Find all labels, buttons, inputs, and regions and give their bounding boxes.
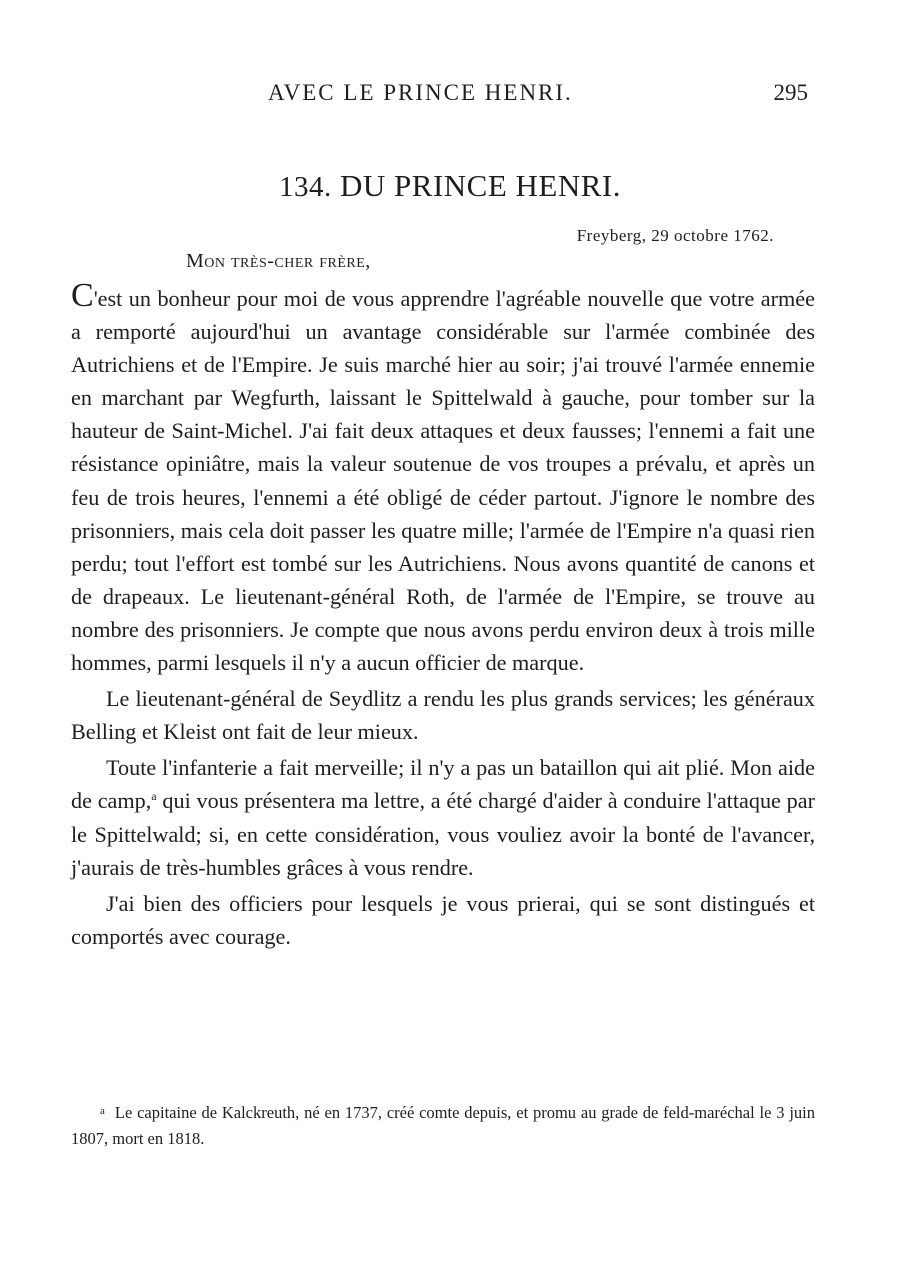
letter-title: DU PRINCE HENRI. — [340, 168, 621, 203]
paragraph-1 — [71, 277, 815, 679]
letter-body — [71, 277, 815, 956]
footnote-reference: a — [151, 789, 157, 804]
letter-heading — [0, 168, 900, 204]
paragraph-3 — [71, 751, 815, 883]
paragraph-3-text-before: Toute l'infanterie a fait merveille; il n'y a pas un bataillon qui ait plié. Mon aide de camp, — [71, 755, 815, 814]
paragraph-4: J'ai bien des officiers pour lesquels je vous prierai, qui se sont distingués et comportés avec courage. — [71, 890, 815, 949]
letter-number: 134. — [279, 171, 332, 203]
footnote-text: Le capitaine de Kalckreuth, né en 1737, créé comte depuis, et promu au grade de feld-maréchal le 3 juin 1807, mort en 1818. — [71, 1103, 815, 1148]
paragraph-1-text: 'est un bonheur pour moi de vous apprendre l'agréable nouvelle que votre armée a remporté aujourd'hui un avantage considérable sur l'armée combinée des Autrichiens et de l'Empire. Je suis marché hier au soir; j'ai trouvé l'armée ennemie en marchant par Wegfurth, laissant le Spittelwald à gauche, pour tomber sur la hauteur de Saint-Michel. J'ai fait deux attaques et deux fausses; l'ennemi a fait une résistance opiniâtre, mais la valeur soutenue de vos troupes a prévalu, et après un feu de trois heures, l'ennemi a été obligé de céder partout. J'ignore le nombre des prisonniers, mais cela doit passer les quatre mille; l'armée de l'Empire n'a quasi rien perdu; tout l'effort est tombé sur les Autrichiens. Nous avons quantité de canons et de drapeaux. Le lieutenant-général Roth, de l'armée de l'Empire, se trouve au nombre des prisonniers. Je compte que nous avons perdu environ deux à trois mille hommes, parmi lesquels il n'y a aucun officier de marque. — [71, 286, 815, 676]
paragraph-2: Le lieutenant-général de Seydlitz a rendu les plus grands services; les généraux Belling et Kleist ont fait de leur mieux. — [71, 686, 815, 745]
running-title: AVEC LE PRINCE HENRI. — [268, 80, 573, 105]
running-head — [0, 80, 900, 110]
footnote-mark: a — [100, 1105, 105, 1117]
footnote — [71, 1098, 815, 1152]
drop-cap: C — [71, 277, 94, 314]
letter-salutation: Mon très-cher frère, — [186, 250, 371, 272]
letter-dateline: Freyberg, 29 octobre 1762. — [576, 226, 774, 245]
paragraph-3-text-after: qui vous présentera ma lettre, a été chargé d'aider à conduire l'attaque par le Spittelwald; si, en cette considération, vous vouliez avoir la bonté de l'avancer, j'aurais de très-humbles grâces à vous rendre. — [71, 788, 815, 880]
page-number: 295 — [773, 80, 808, 105]
